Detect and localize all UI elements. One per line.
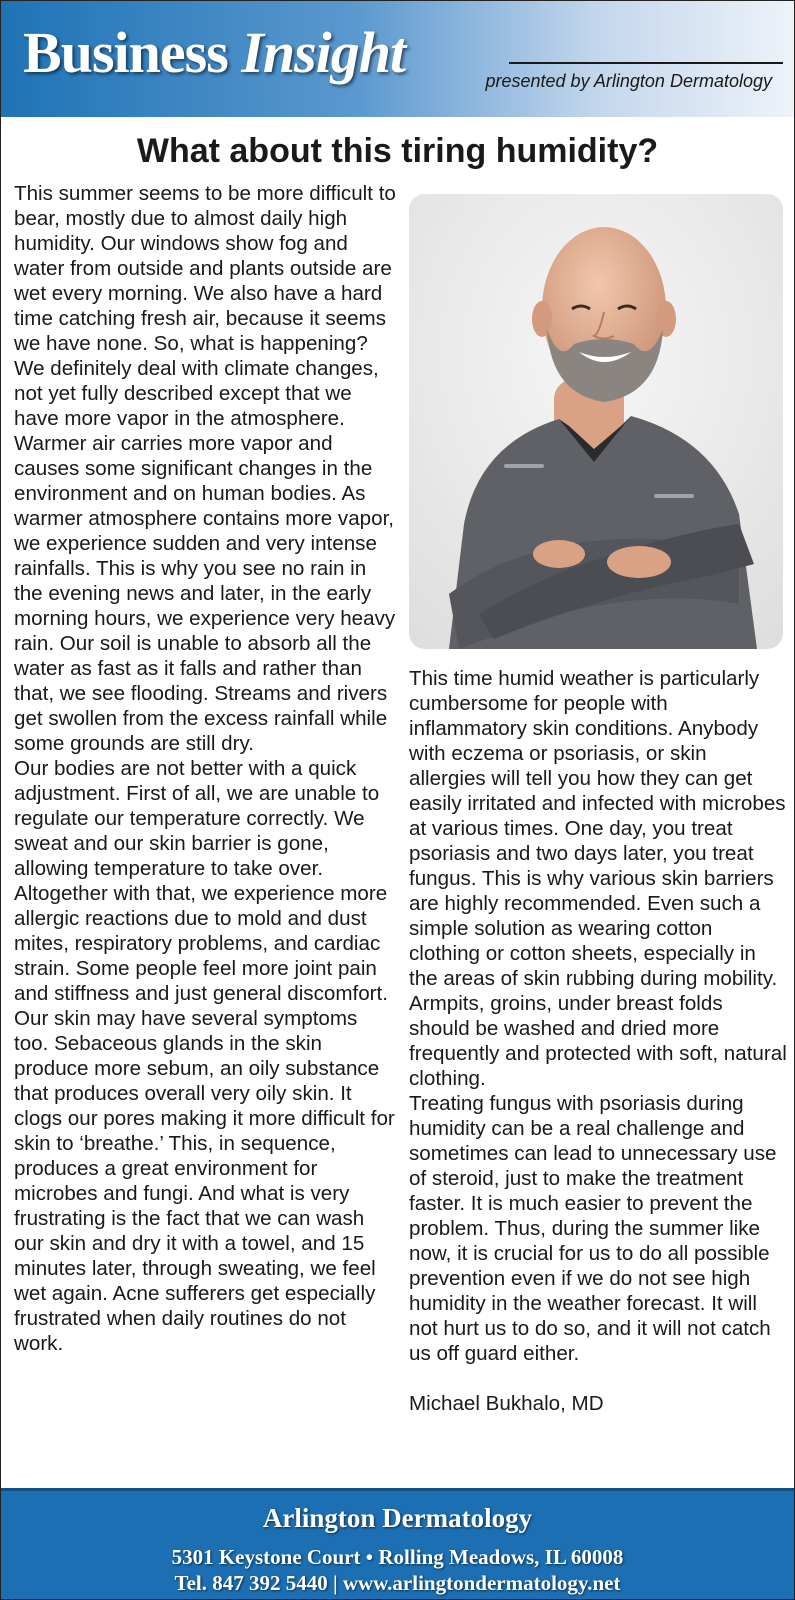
masthead — [1, 1, 794, 117]
footer-practice-name: Arlington Dermatology — [262, 1503, 533, 1533]
left-column — [14, 181, 396, 1356]
brand-word-insight: Insight — [241, 20, 406, 85]
right-paragraph: Treating fungus with psoriasis during humidity can be a real challenge and sometimes can lead to unnecessary use of steroid, just to make the treatment faster. It is much easier to prevent the problem. Thus, during the summer like now, it is crucial for us to do all possible prevention even if we do not see high humidity in the weather forecast. It will not hurt us to do so, and it will not catch us off guard either. — [409, 1092, 777, 1365]
footer-banner — [1, 1488, 794, 1600]
footer-address: 5301 Keystone Court • Rolling Meadows, IL 60008 — [171, 1545, 624, 1569]
left-paragraph: Our bodies are not better with a quick adjustment. First of all, we are unable to regulate our temperature correctly. We sweat and our skin barrier is gone, allowing temperature to take over. Altogether with that, we experience more allergic reactions due to mold and dust mites, respiratory problems, and cardiac strain. Some people feel more joint pain and stiffness and just general discomfort. Our skin may have several symptoms too. Sebaceous glands in the skin produce more sebum, an oily substance that produces overall very oily skin. It clogs our pores making it more difficult for skin to ‘breathe.’ This, in sequence, produces a great environment for microbes and fungi. And what is very frustrating is the fact that we can wash our skin and dry it with a towel, and 15 minutes later, through sweating, we feel wet again. Acne sufferers get especially frustrated when daily routines do not work. — [14, 757, 395, 1355]
presented-by: presented by Arlington Dermatology — [485, 71, 772, 91]
right-column — [409, 666, 787, 1416]
article-headline: What about this tiring humidity? — [136, 132, 659, 170]
doctor-photo — [409, 194, 783, 649]
brand-word-business: Business — [23, 20, 228, 85]
header-rule — [509, 62, 783, 64]
doctor-portrait-illustration — [409, 194, 783, 649]
left-paragraph: We definitely deal with climate changes, not yet fully described except that we have more vapor in the atmosphere. Warmer air carries more vapor and causes some significant changes in the environment and on human bodies. As warmer atmosphere contains more vapor, we experience sudden and very intense rainfalls. This is why you see no rain in the evening news and later, in the early morning hours, we experience very heavy rain. Our soil is unable to absorb all the water as fast as it falls and rather than that, we see flooding. Streams and rivers get swollen from the excess rainfall while some grounds are still dry. — [14, 357, 396, 755]
right-paragraph: This time humid weather is particularly cumbersome for people with inflammatory skin conditions. Anybody with eczema or psoriasis, or skin allergies will tell you how they can get easily irritated and infected with microbes at various times. One day, you treat psoriasis and two days later, you treat fungus. This is why various skin barriers are highly recommended. Even such a simple solution as wearing cotton clothing or cotton sheets, especially in the areas of skin rubbing during mobility. Armpits, groins, under breast folds should be washed and dried more frequently and protected with soft, natural clothing. — [409, 667, 787, 1090]
author-signature: Michael Bukhalo, MD — [409, 1392, 604, 1415]
brand-title — [23, 21, 405, 85]
left-paragraph: This summer seems to be more difficult to bear, mostly due to almost daily high humidity. Our windows show fog and water from outside and plants outside are wet every morning. We also have a hard time catching fresh air, because it seems we have none. So, what is happening? — [14, 182, 396, 355]
footer-contact: Tel. 847 392 5440 | www.arlingtondermatology.net — [174, 1571, 621, 1595]
